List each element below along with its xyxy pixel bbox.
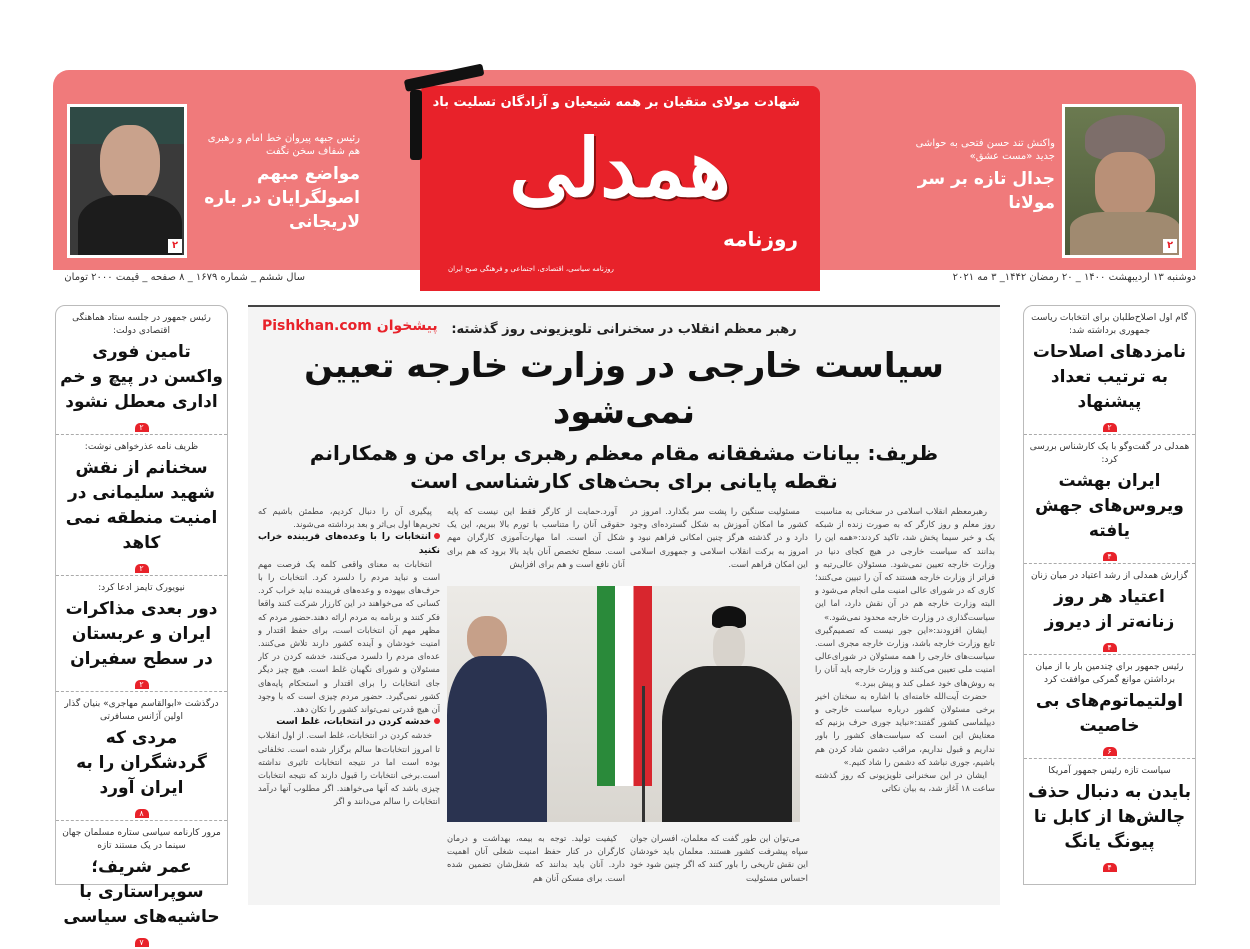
news-item[interactable] xyxy=(56,306,227,435)
paragraph: حضرت آیت‌الله خامنه‌ای با اشاره به سخنان اخیر برخی مسئولان کشور درباره سیاست خارجی و دیپلماسی کشور گفتند:«نباید جوری حرف بزنیم که معنایش این است که سیاست‌های کشور را باور نداریم و قبول نداریم، مراقب دشمن شاد کردن هم باشیم، جوری نباشد که دشمن را شاد کنیم.» xyxy=(815,690,995,767)
right-news-column xyxy=(1023,305,1196,885)
news-item[interactable] xyxy=(56,821,227,949)
person-right-turban xyxy=(712,606,746,628)
page-badge: ۲ xyxy=(1163,239,1177,253)
left-news-column xyxy=(55,305,228,947)
page-badge: ۶ xyxy=(1103,747,1117,756)
lead-column-4 xyxy=(258,505,440,892)
news-kicker: رئیس جمهور در جلسه ستاد هماهنگی اقتصادی دولت: xyxy=(72,313,211,336)
news-kicker: همدلی در گفت‌وگو با یک کارشناس بررسی کرد: xyxy=(1029,442,1190,465)
page-badge: ۲ xyxy=(135,423,149,432)
page-badge: ۲ xyxy=(135,680,149,689)
paragraph: می‌توان این طور گفت که معلمان، افسران جوان سپاه پیشرفت کشور هستند. معلمان باید خودشان این نقش تاریخی را باور کنند که اگر چنین شود خود احساس مسئولیت xyxy=(630,833,808,883)
person-right-face xyxy=(713,626,745,671)
lead-kicker: رهبر معظم انقلاب در سخنرانی تلویزیونی روز گذشته: xyxy=(451,322,797,337)
news-item[interactable] xyxy=(56,692,227,821)
news-kicker: گام اول اصلاح‌طلبان برای انتخابات ریاست جمهوری برداشته شد: xyxy=(1031,313,1188,336)
page-badge: ۸ xyxy=(135,809,149,818)
page-badge: ۲ xyxy=(168,239,182,253)
news-headline: تامین فوری واکسن در پیچ و خم اداری معطل نشود xyxy=(60,342,223,412)
subheading: خدشه کردن در انتخابات، غلط است xyxy=(258,716,440,729)
news-item[interactable] xyxy=(1024,655,1195,759)
paragraph: ایشان در این سخنرانی تلویزیونی که روز گذشته ساعت ۱۸ آغاز شد، به بیان نکاتی xyxy=(815,770,995,794)
teaser-right[interactable] xyxy=(900,137,1055,215)
lead-headline[interactable]: سیاست خارجی در وزارت خارجه تعیین نمی‌شود xyxy=(304,346,944,432)
teaser-kicker: رئیس جبهه پیروان خط امام و رهبری هم شفاف سخن نگفت xyxy=(207,133,360,157)
paragraph: ایشان افزودند:«این جور نیست که تصمیم‌گیری تابع وزارت خارجه باشد، وزارت خارجه مجری است. سیاست‌های خارجی را همه مسئولان در شورای‌عالی امنیت ملی تعیین می‌کنند و وزارت خارجه باید آنان را به روش‌های خود عملی کند و پیش ببرد.» xyxy=(815,624,995,688)
news-headline: دور بعدی مذاکرات ایران و عربستان در سطح سفیران xyxy=(65,599,218,669)
logo-prefix: روزنامه xyxy=(723,227,798,251)
news-item[interactable] xyxy=(1024,435,1195,564)
news-kicker: سیاست تازه رئیس جمهور آمریکا xyxy=(1048,766,1171,776)
page-badge: ۲ xyxy=(1103,423,1117,432)
news-kicker: ظریف نامه عذرخواهی نوشت: xyxy=(84,442,199,452)
lead-column-1 xyxy=(815,505,995,892)
issue-info: سال ششم _ شماره ۱۶۷۹ _ ۸ صفحه _ قیمت ۲۰۰۰ تومان xyxy=(64,272,305,283)
paragraph: رهبرمعظم انقلاب اسلامی در سخنانی به مناسبت روز معلم و روز کارگر که به صورت زنده از شبکه یک و خبر سیما پخش شد، تاکید کردند:«همه این را بدانند که سیاست خارجی در هیچ کجای دنیا در وزارت خارجه تعیین نمی‌شود. مسئولان عالی‌رتبه و فراتر از وزارت خارجه هستند که آن را تبیین می‌کنند؛ کاری که در شورای عالی امنیت ملی انجام می‌شود و البته وزارت خارجه هم در آن نقش دارد، اما این سیاست‌گذاری در وزارت خارجه محدود نمی‌شود.» xyxy=(815,506,995,622)
lead-photo[interactable] xyxy=(447,586,800,822)
person-right-robe xyxy=(662,666,792,822)
news-kicker: مرور کارنامه سیاسی ستاره مسلمان جهان سینما در یک مستند تازه xyxy=(62,828,221,851)
person-body xyxy=(78,195,182,258)
teaser-left[interactable] xyxy=(195,132,360,234)
teaser-headline: جدال تازه بر سر مولانا xyxy=(917,169,1055,213)
news-item[interactable] xyxy=(56,576,227,692)
teaser-headline: مواضع مبهم اصولگرایان در باره لاریجانی xyxy=(204,164,360,232)
news-headline: سخنانم از نقش شهید سلیمانی در امنیت منطقه نمی کاهد xyxy=(65,458,218,553)
lead-deck: ظریف: بیانات مشفقانه مقام معظم رهبری برای من و همکارانم نقطه پایانی برای بحث‌های کارشناسی است xyxy=(309,441,939,493)
microphone xyxy=(642,686,645,822)
paragraph: کیفیت تولید. توجه به بیمه، بهداشت و درمان کارگران در کنار حفظ امنیت شغلی آنان اهمیت دارد. آنان باید بدانند که شغل‌شان تضمین شده است. برای مسکن آنان هم xyxy=(447,833,625,883)
mourning-ribbon-tail xyxy=(410,90,422,160)
teaser-kicker: واکنش تند حسن فتحی به حواشی جدید «مست عشق» xyxy=(915,138,1055,162)
watermark: پیشخوان Pishkhan.com xyxy=(262,318,438,334)
news-headline: ایران بهشت ویروس‌های جهش یافته xyxy=(1035,471,1184,541)
news-kicker: درگذشت «ابوالقاسم مهاجری» بنیان گذار اولین آژانس مسافرتی xyxy=(64,699,219,722)
news-headline: مردی که گردشگران را به ایران آورد xyxy=(76,728,207,798)
news-item[interactable] xyxy=(1024,306,1195,435)
person-silhouette xyxy=(100,125,160,200)
news-item[interactable] xyxy=(1024,564,1195,655)
news-headline: بایدن به دنبال حذف چالش‌ها از کابل تا پیونگ یانگ xyxy=(1028,782,1191,852)
issue-date: دوشنبه ۱۳ اردیبهشت ۱۴۰۰ _ ۲۰ رمضان ۱۴۴۲_ ۳ مه ۲۰۲۱ xyxy=(952,272,1196,283)
paragraph: خدشه کردن در انتخابات، غلط است. از اول انقلاب تا امروز انتخابات‌ها سالم برگزار شده است. تخلفاتی بوده است اما در نتیجه انتخابات تاثیری نداشته است.برخی انتخابات را قبول دارند که نتیجه انتخابات چیزی باشد که آنها می‌خواهند. اگر مطلوب آنها درآمد انتخابات را سالم می‌دانند و اگر xyxy=(258,730,440,807)
person-left-suit xyxy=(447,656,547,822)
news-kicker: رئیس جمهور برای چندمین بار با از میان برداشتن موانع گمرکی موافقت کرد xyxy=(1035,662,1184,685)
lead-column-3 xyxy=(447,505,625,585)
teaser-photo-right[interactable] xyxy=(1062,104,1182,258)
paragraph: آورد.حمایت از کارگر فقط این نیست که پایه حقوقی آنان را متناسب با تورم بالا ببریم، این یک شکل آن است. اما مهارت‌آموزی کارگران مهم است. سطح تخصص آنان باید بالا برود که هم برای آنان نافع است و هم برای افزایش xyxy=(447,506,625,569)
page-badge: ۴ xyxy=(1103,863,1117,872)
news-kicker: گزارش همدلی از رشد اعتیاد در میان زنان xyxy=(1031,571,1188,581)
lead-column-3-continued xyxy=(447,832,625,892)
news-headline: عمر شریف؛ سوپراستاری با حاشیه‌های سیاسی xyxy=(63,857,220,927)
mourning-line: شهادت مولای متقیان بر همه شیعیان و آزادگان تسلیت باد xyxy=(432,95,800,110)
paragraph: مسئولیت سنگین را پشت سر بگذارد. امروز در کشور ما امکان آموزش به شکل گسترده‌ای وجود دارد و در گذشته هرگز چنین امکانی فراهم نبود و امروز به برکت انقلاب اسلامی و جمهوری اسلامی این امکان فراهم است. xyxy=(630,506,808,569)
news-headline: اعتیاد هر روز زنانه‌تر از دیروز xyxy=(1044,587,1175,632)
news-item[interactable] xyxy=(1024,759,1195,874)
news-headline: اولتیماتوم‌های بی خاصیت xyxy=(1035,691,1184,736)
news-headline: نامزدهای اصلاحات به ترتیب تعداد پیشنهاد xyxy=(1032,342,1187,412)
news-kicker: نیویورک تایمز ادعا کرد: xyxy=(98,583,185,593)
lead-column-2 xyxy=(630,505,808,585)
newspaper-logo xyxy=(420,86,820,291)
logo-subtitle: روزنامه سیاسی، اقتصادی، اجتماعی و فرهنگی صبح ایران xyxy=(448,265,614,273)
page-badge: ۷ xyxy=(135,938,149,947)
logo-name: همدلی xyxy=(509,121,731,215)
teaser-photo-left[interactable] xyxy=(67,104,187,258)
paragraph: پیگیری آن را دنبال کردیم، مطمئن باشیم که تحریم‌ها اول بی‌اثر و بعد برداشته می‌شوند. xyxy=(258,506,440,530)
paragraph: انتخابات به معنای واقعی کلمه یک فرصت مهم است و نباید مردم را دلسرد کرد. انتخابات را با حرف‌های بیهوده و وعده‌های فریبنده نباید خراب کرد. کسانی که می‌خواهند در این کارزار شرکت کنند واقعا فکر کنند و برنامه به مردم ارائه دهند.حضور مردم که مظهر مهم آن انتخابات است، برای حفظ اقتدار و امنیت خودشان و آینده کشور دارند تلاش می‌کنند. عده‌ای مردم را دلسرد می‌کنند، خدشه کردن در کار مسئولان و شورای نگهبان غلط است. هیچ چیز دیگر جای انتخابات را برای اقتدار و استحکام پایه‌های کشور نمی‌گیرد. حضور مردم چیزی است که با وجود آن هیچ قدرتی نمی‌تواند کشور را تکان دهد. xyxy=(258,558,440,715)
news-item[interactable] xyxy=(56,435,227,576)
page-badge: ۲ xyxy=(135,564,149,573)
person-face xyxy=(1095,152,1155,217)
page-badge: ۴ xyxy=(1103,552,1117,561)
lead-column-2-continued xyxy=(630,832,808,892)
page-badge: ۴ xyxy=(1103,643,1117,652)
subheading: انتخابات را با وعده‌های فریبنده خراب نکنید xyxy=(258,531,440,557)
person-left xyxy=(467,616,507,661)
